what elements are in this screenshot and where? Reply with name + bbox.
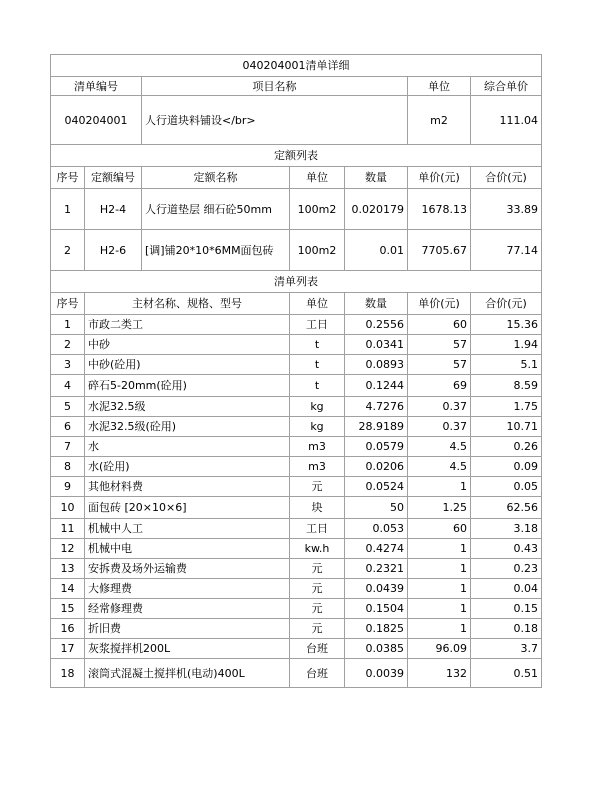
material-unit-price: 0.37 [408, 417, 471, 437]
material-name-header: 主材名称、规格、型号 [85, 293, 290, 315]
material-total-price: 0.18 [471, 619, 542, 639]
material-row [51, 659, 542, 688]
material-seq: 6 [51, 417, 85, 437]
quantity-header: 数量 [345, 293, 408, 315]
material-total-price: 3.18 [471, 519, 542, 539]
material-total-price: 0.05 [471, 477, 542, 497]
item-unit: m2 [408, 96, 471, 145]
material-quantity: 0.1504 [345, 599, 408, 619]
seq-header: 序号 [51, 167, 85, 189]
material-row [51, 619, 542, 639]
quota-unit: 100m2 [290, 230, 345, 271]
material-unit: 元 [290, 619, 345, 639]
material-unit: m3 [290, 437, 345, 457]
material-row [51, 477, 542, 497]
total-price-header: 合价(元) [471, 293, 542, 315]
material-quantity: 0.0039 [345, 659, 408, 688]
material-row [51, 539, 542, 559]
material-material-name: 滚筒式混凝土搅拌机(电动)400L [85, 659, 290, 688]
quota-unit-price: 1678.13 [408, 189, 471, 230]
material-quantity: 0.1825 [345, 619, 408, 639]
item-name-header: 项目名称 [142, 77, 408, 96]
material-material-name: 机械中电 [85, 539, 290, 559]
material-material-name: 市政二类工 [85, 315, 290, 335]
material-material-name: 水(砼用) [85, 457, 290, 477]
quota-section-title: 定额列表 [51, 145, 542, 167]
material-seq: 12 [51, 539, 85, 559]
quota-unit: 100m2 [290, 189, 345, 230]
bill-code: 040204001 [51, 96, 142, 145]
material-seq: 3 [51, 355, 85, 375]
material-total-price: 0.51 [471, 659, 542, 688]
material-total-price: 0.43 [471, 539, 542, 559]
material-row [51, 559, 542, 579]
material-unit-price: 1 [408, 619, 471, 639]
material-total-price: 1.94 [471, 335, 542, 355]
material-seq: 15 [51, 599, 85, 619]
material-unit-price: 1 [408, 579, 471, 599]
material-unit-price: 0.37 [408, 397, 471, 417]
material-unit: kg [290, 397, 345, 417]
material-unit-price: 4.5 [408, 437, 471, 457]
material-unit: t [290, 355, 345, 375]
material-unit: t [290, 335, 345, 355]
bill-code-header: 清单编号 [51, 77, 142, 96]
unit-header: 单位 [290, 293, 345, 315]
material-total-price: 62.56 [471, 497, 542, 519]
material-seq: 16 [51, 619, 85, 639]
material-seq: 13 [51, 559, 85, 579]
quota-quota-name: [调]铺20*10*6MM面包砖 [142, 230, 290, 271]
material-row [51, 375, 542, 397]
material-material-name: 机械中人工 [85, 519, 290, 539]
material-material-name: 碎石5-20mm(砼用) [85, 375, 290, 397]
material-row [51, 519, 542, 539]
material-quantity: 0.0341 [345, 335, 408, 355]
material-quantity: 0.2556 [345, 315, 408, 335]
material-material-name: 安拆费及场外运输费 [85, 559, 290, 579]
material-seq: 17 [51, 639, 85, 659]
material-unit: 元 [290, 579, 345, 599]
quota-quota-code: H2-6 [85, 230, 142, 271]
quota-name-header: 定额名称 [142, 167, 290, 189]
unit-price-header: 综合单价 [471, 77, 542, 96]
material-row [51, 437, 542, 457]
material-unit: m3 [290, 457, 345, 477]
material-material-name: 水泥32.5级(砼用) [85, 417, 290, 437]
material-quantity: 0.053 [345, 519, 408, 539]
material-unit-price: 96.09 [408, 639, 471, 659]
material-row [51, 579, 542, 599]
quota-row [51, 230, 542, 271]
material-quantity: 0.0579 [345, 437, 408, 457]
material-unit: 元 [290, 599, 345, 619]
material-unit-price: 1 [408, 559, 471, 579]
material-quantity: 0.0524 [345, 477, 408, 497]
material-unit: 台班 [290, 659, 345, 688]
material-material-name: 其他材料费 [85, 477, 290, 497]
unit-header: 单位 [408, 77, 471, 96]
quota-quota-name: 人行道垫层 细石砼50mm [142, 189, 290, 230]
material-unit: t [290, 375, 345, 397]
material-total-price: 0.15 [471, 599, 542, 619]
material-unit-price: 1 [408, 599, 471, 619]
material-row [51, 497, 542, 519]
material-seq: 11 [51, 519, 85, 539]
material-unit-price: 1 [408, 539, 471, 559]
material-row [51, 397, 542, 417]
material-unit: 工日 [290, 315, 345, 335]
material-total-price: 0.04 [471, 579, 542, 599]
material-quantity: 4.7276 [345, 397, 408, 417]
material-unit: 台班 [290, 639, 345, 659]
material-unit: 元 [290, 477, 345, 497]
material-unit: kg [290, 417, 345, 437]
quota-total-price: 33.89 [471, 189, 542, 230]
bill-detail-table [50, 54, 542, 688]
material-seq: 2 [51, 335, 85, 355]
material-total-price: 3.7 [471, 639, 542, 659]
material-total-price: 5.1 [471, 355, 542, 375]
material-seq: 5 [51, 397, 85, 417]
material-row [51, 355, 542, 375]
material-seq: 1 [51, 315, 85, 335]
material-quantity: 28.9189 [345, 417, 408, 437]
total-price-header: 合价(元) [471, 167, 542, 189]
quota-total-price: 77.14 [471, 230, 542, 271]
material-row [51, 599, 542, 619]
material-unit-price: 57 [408, 335, 471, 355]
material-total-price: 0.23 [471, 559, 542, 579]
item-price: 111.04 [471, 96, 542, 145]
material-unit-price: 132 [408, 659, 471, 688]
material-seq: 8 [51, 457, 85, 477]
material-material-name: 中砂(砼用) [85, 355, 290, 375]
material-quantity: 50 [345, 497, 408, 519]
material-material-name: 水泥32.5级 [85, 397, 290, 417]
quota-row [51, 189, 542, 230]
material-section-title: 清单列表 [51, 271, 542, 293]
material-total-price: 8.59 [471, 375, 542, 397]
material-material-name: 面包砖 [20×10×6] [85, 497, 290, 519]
material-total-price: 10.71 [471, 417, 542, 437]
material-row [51, 315, 542, 335]
material-unit: 块 [290, 497, 345, 519]
seq-header: 序号 [51, 293, 85, 315]
material-unit: 元 [290, 559, 345, 579]
material-unit: 工日 [290, 519, 345, 539]
quota-quantity: 0.01 [345, 230, 408, 271]
material-unit-price: 4.5 [408, 457, 471, 477]
material-material-name: 水 [85, 437, 290, 457]
quantity-header: 数量 [345, 167, 408, 189]
material-unit-price: 1 [408, 477, 471, 497]
material-unit-price: 1.25 [408, 497, 471, 519]
material-material-name: 折旧费 [85, 619, 290, 639]
material-unit: kw.h [290, 539, 345, 559]
unit-price-header: 单价(元) [408, 293, 471, 315]
material-seq: 9 [51, 477, 85, 497]
item-name: 人行道块料铺设</br> [142, 96, 408, 145]
material-seq: 18 [51, 659, 85, 688]
material-row [51, 639, 542, 659]
material-quantity: 0.1244 [345, 375, 408, 397]
material-row [51, 335, 542, 355]
material-quantity: 0.0385 [345, 639, 408, 659]
material-quantity: 0.0893 [345, 355, 408, 375]
quota-quota-code: H2-4 [85, 189, 142, 230]
material-unit-price: 60 [408, 519, 471, 539]
material-unit-price: 57 [408, 355, 471, 375]
material-total-price: 1.75 [471, 397, 542, 417]
material-unit-price: 60 [408, 315, 471, 335]
material-unit-price: 69 [408, 375, 471, 397]
material-quantity: 0.0439 [345, 579, 408, 599]
quota-code-header: 定额编号 [85, 167, 142, 189]
material-material-name: 中砂 [85, 335, 290, 355]
material-row [51, 417, 542, 437]
material-quantity: 0.0206 [345, 457, 408, 477]
quota-unit-header: 单位 [290, 167, 345, 189]
table-title: 040204001清单详细 [51, 55, 542, 77]
material-header-row [51, 293, 542, 315]
material-total-price: 15.36 [471, 315, 542, 335]
material-seq: 7 [51, 437, 85, 457]
material-total-price: 0.09 [471, 457, 542, 477]
quota-quantity: 0.020179 [345, 189, 408, 230]
material-material-name: 灰浆搅拌机200L [85, 639, 290, 659]
material-row [51, 457, 542, 477]
quota-seq: 2 [51, 230, 85, 271]
unit-price-header: 单价(元) [408, 167, 471, 189]
quota-header-row [51, 167, 542, 189]
material-material-name: 经常修理费 [85, 599, 290, 619]
material-seq: 4 [51, 375, 85, 397]
material-material-name: 大修理费 [85, 579, 290, 599]
material-total-price: 0.26 [471, 437, 542, 457]
material-seq: 10 [51, 497, 85, 519]
material-seq: 14 [51, 579, 85, 599]
quota-unit-price: 7705.67 [408, 230, 471, 271]
quota-seq: 1 [51, 189, 85, 230]
material-quantity: 0.2321 [345, 559, 408, 579]
material-quantity: 0.4274 [345, 539, 408, 559]
